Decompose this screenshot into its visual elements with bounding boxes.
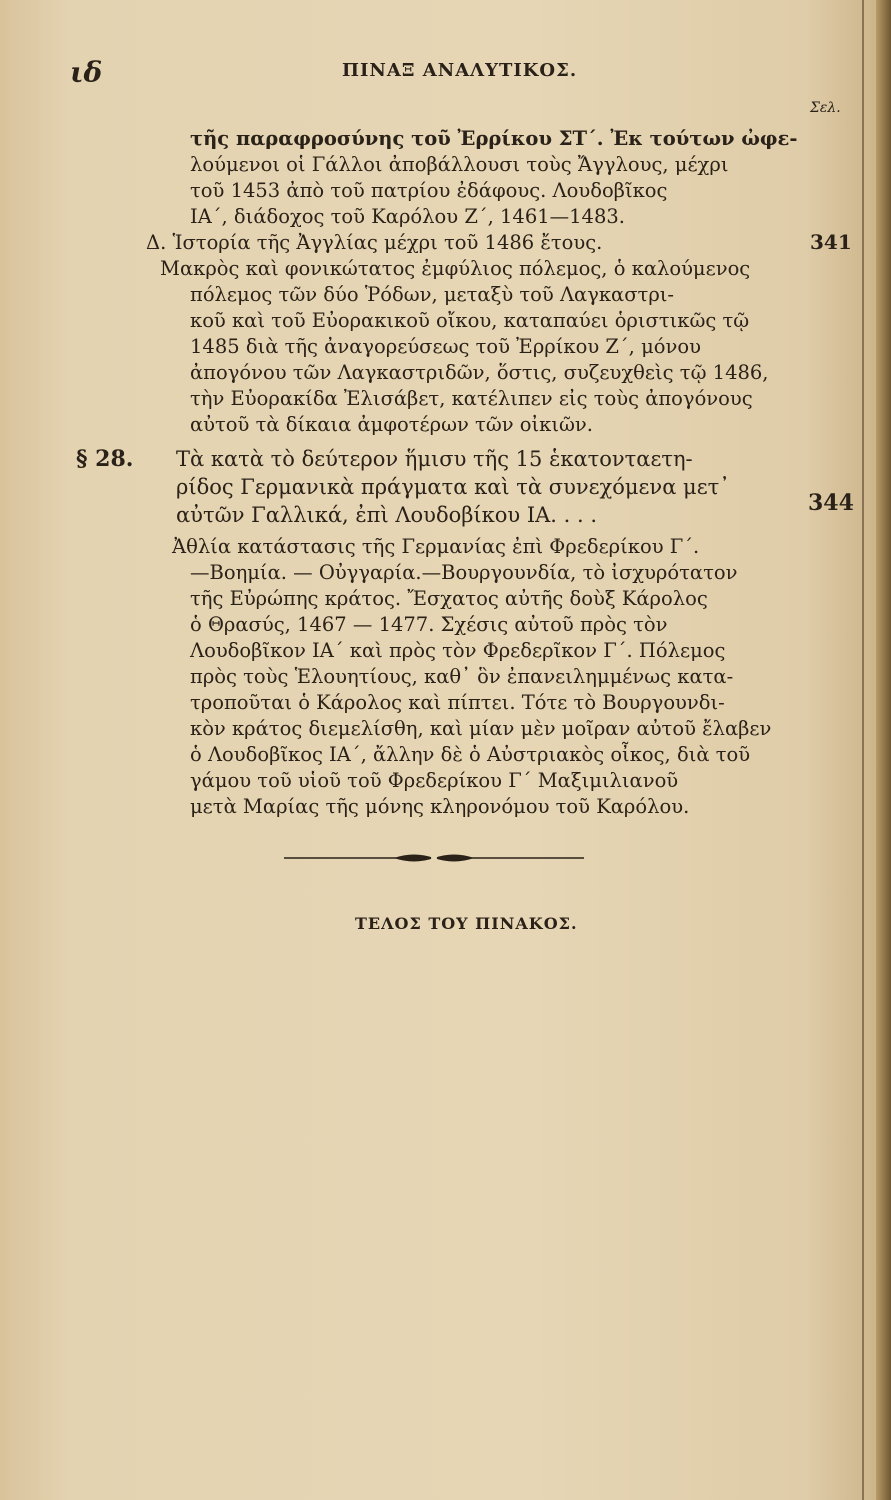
text-line: τῆς παραφροσύνης τοῦ Ἐρρίκου ΣΤ΄. Ἐκ τούτων ὠφε- — [190, 127, 798, 150]
text-line: πρὸς τοὺς Ἑλουητίους, καθ᾽ ὃν ἐπανειλημμένως κατα- — [190, 665, 734, 688]
divider-ornament — [284, 848, 584, 868]
section-title: ρίδος Γερμανικὰ πράγματα καὶ τὰ συνεχόμενα μετ᾽ — [176, 475, 730, 499]
subheading: Δ. Ἱστορία τῆς Ἀγγλίας μέχρι τοῦ 1486 ἔτους. — [146, 231, 603, 254]
text-line: τὴν Εὐορακίδα Ἐλισάβετ, κατέλιπεν εἰς τοὺς ἀπογόνους — [190, 387, 753, 410]
page-column-label: Σελ. — [810, 100, 841, 116]
text-line: πόλεμος τῶν δύο Ῥόδων, μεταξὺ τοῦ Λαγκαστρι- — [190, 283, 675, 306]
page-reference: 344 — [808, 490, 854, 516]
text-line: Ἀθλία κατάστασις τῆς Γερμανίας ἐπὶ Φρεδερίκου Γ΄. — [172, 535, 700, 558]
end-marker: ΤΕΛΟΣ ΤΟΥ ΠΙΝΑΚΟΣ. — [355, 914, 578, 933]
text-line: τῆς Εὐρώπης κράτος. Ἔσχατος αὐτῆς δοὺξ Κάρολος — [190, 587, 708, 610]
text-line: ΙΑ΄, διάδοχος τοῦ Καρόλου Ζ΄, 1461—1483. — [190, 205, 625, 228]
section-title: αὐτῶν Γαλλικά, ἐπὶ Λουδοβίκου ΙΑ. . . . — [176, 503, 598, 527]
text-line: τροποῦται ὁ Κάρολος καὶ πίπτει. Τότε τὸ Βουργουνδι- — [190, 691, 725, 714]
page-reference: 341 — [810, 230, 852, 254]
text-line: τοῦ 1453 ἀπὸ τοῦ πατρίου ἐδάφους. Λουδοβῖκος — [190, 179, 668, 202]
text-line: ἀπογόνου τῶν Λαγκαστριδῶν, ὅστις, συζευχθεὶς τῷ 1486, — [190, 361, 769, 384]
text-line: αὐτοῦ τὰ δίκαια ἀμφοτέρων τῶν οἰκιῶν. — [190, 413, 593, 436]
text-line: 1485 διὰ τῆς ἀναγορεύσεως τοῦ Ἐρρίκου Ζ΄, μόνου — [190, 335, 701, 358]
page-number: ιδ — [70, 56, 103, 89]
text-line: κοῦ καὶ τοῦ Εὐορακικοῦ οἴκου, καταπαύει ὁριστικῶς τῷ — [190, 309, 750, 332]
text-line: —Βοημία. — Οὐγγαρία.—Βουργουνδία, τὸ ἰσχυρότατον — [190, 561, 738, 584]
text-line: ὁ Λουδοβῖκος ΙΑ΄, ἄλλην δὲ ὁ Αὐστριακὸς οἶκος, διὰ τοῦ — [190, 743, 751, 766]
text-line: Λουδοβῖκον ΙΑ΄ καὶ πρὸς τὸν Φρεδερῖκον Γ΄. Πόλεμος — [190, 639, 726, 662]
running-header: ΠΙΝΑΞ ΑΝΑΛΥΤΙΚΟΣ. — [342, 60, 578, 81]
text-line: κὸν κράτος διεμελίσθη, καὶ μίαν μὲν μοῖραν αὐτοῦ ἔλαβεν — [190, 717, 772, 740]
text-line: ὁ Θρασύς, 1467 — 1477. Σχέσις αὐτοῦ πρὸς τὸν — [190, 613, 668, 636]
section-title: Τὰ κατὰ τὸ δεύτερον ἥμισυ τῆς 15 ἑκατονταετη- — [176, 447, 693, 471]
section-number: § 28. — [76, 446, 134, 472]
margin-rule — [862, 0, 864, 1500]
text-line: Μακρὸς καὶ φονικώτατος ἐμφύλιος πόλεμος, ὁ καλούμενος — [160, 257, 751, 280]
page-edge — [876, 0, 891, 1500]
text-line: μετὰ Μαρίας τῆς μόνης κληρονόμου τοῦ Καρόλου. — [190, 795, 690, 818]
text-line: λούμενοι οἱ Γάλλοι ἀποβάλλουσι τοὺς Ἄγγλους, μέχρι — [190, 153, 729, 176]
text-line: γάμου τοῦ υἱοῦ τοῦ Φρεδερίκου Γ΄ Μαξιμιλιανοῦ — [190, 769, 679, 792]
